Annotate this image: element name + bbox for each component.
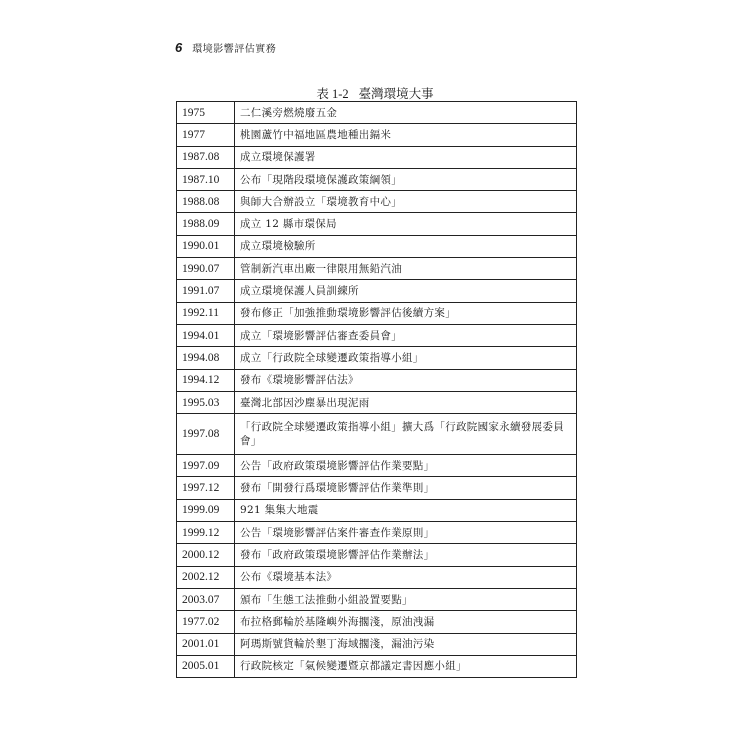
event-description: 阿瑪斯號貨輪於墾丁海域擱淺，漏油污染 <box>235 633 577 655</box>
event-date: 1990.07 <box>177 258 235 280</box>
event-description: 管制新汽車出廠一律限用無鉛汽油 <box>235 258 577 280</box>
event-description: 公告「政府政策環境影響評估作業要點」 <box>235 455 577 477</box>
event-description: 成立環境保護署 <box>235 146 577 168</box>
table-row <box>177 633 577 655</box>
table-row <box>177 258 577 280</box>
table-row <box>177 213 577 235</box>
table-row <box>177 280 577 302</box>
table-row <box>177 391 577 413</box>
event-description: 成立環境保護人員訓練所 <box>235 280 577 302</box>
event-date: 2000.12 <box>177 544 235 566</box>
event-description: 臺灣北部因沙塵暴出現泥雨 <box>235 391 577 413</box>
event-description: 公布《環境基本法》 <box>235 566 577 588</box>
event-description: 成立「行政院全球變遷政策指導小組」 <box>235 347 577 369</box>
table-label: 表 1-2 <box>316 87 349 101</box>
event-date: 1994.08 <box>177 347 235 369</box>
page-number: 6 <box>175 40 183 55</box>
table-row <box>177 499 577 521</box>
event-date: 1987.10 <box>177 168 235 190</box>
event-date: 1988.09 <box>177 213 235 235</box>
event-date: 1997.08 <box>177 414 235 455</box>
event-date: 1990.01 <box>177 235 235 257</box>
table-row <box>177 477 577 499</box>
event-description: 發布修正「加強推動環境影響評估後續方案」 <box>235 302 577 324</box>
event-date: 1977 <box>177 124 235 146</box>
table-row <box>177 324 577 346</box>
event-date: 1994.12 <box>177 369 235 391</box>
table-row <box>177 302 577 324</box>
event-description: 布拉格郵輪於基隆嶼外海擱淺，原油洩漏 <box>235 611 577 633</box>
event-description: 發布「開發行爲環境影響評估作業準則」 <box>235 477 577 499</box>
table-row <box>177 347 577 369</box>
event-date: 1999.09 <box>177 499 235 521</box>
events-table-body <box>177 102 577 678</box>
book-title: 環境影響評估實務 <box>192 44 277 55</box>
event-description: 公布「現階段環境保護政策綱領」 <box>235 168 577 190</box>
table-row <box>177 455 577 477</box>
table-row <box>177 588 577 610</box>
event-date: 1992.11 <box>177 302 235 324</box>
event-date: 1999.12 <box>177 522 235 544</box>
event-date: 1987.08 <box>177 146 235 168</box>
table-row <box>177 191 577 213</box>
event-description: 與師大合辦設立「環境教育中心」 <box>235 191 577 213</box>
table-title: 臺灣環境大事 <box>358 86 434 101</box>
event-date: 2003.07 <box>177 588 235 610</box>
event-date: 1975 <box>177 102 235 124</box>
event-description: 頒布「生態工法推動小組設置要點」 <box>235 588 577 610</box>
running-header <box>175 40 276 55</box>
event-date: 2001.01 <box>177 633 235 655</box>
table-row <box>177 611 577 633</box>
event-date: 1994.01 <box>177 324 235 346</box>
table-row <box>177 102 577 124</box>
table-row <box>177 414 577 455</box>
table-row <box>177 369 577 391</box>
table-row <box>177 655 577 677</box>
event-date: 1997.12 <box>177 477 235 499</box>
table-row <box>177 124 577 146</box>
event-description: 二仁溪旁燃燒廢五金 <box>235 102 577 124</box>
table-row <box>177 566 577 588</box>
event-date: 1995.03 <box>177 391 235 413</box>
event-date: 1991.07 <box>177 280 235 302</box>
table-row <box>177 168 577 190</box>
event-date: 2002.12 <box>177 566 235 588</box>
event-date: 1997.09 <box>177 455 235 477</box>
event-description: 成立 12 縣市環保局 <box>235 213 577 235</box>
event-description: 發布「政府政策環境影響評估作業辦法」 <box>235 544 577 566</box>
event-date: 1977.02 <box>177 611 235 633</box>
event-description: 公告「環境影響評估案件審查作業原則」 <box>235 522 577 544</box>
event-description: 「行政院全球變遷政策指導小組」擴大爲「行政院國家永續發展委員會」 <box>235 414 577 455</box>
event-description: 成立「環境影響評估審查委員會」 <box>235 324 577 346</box>
table-caption <box>0 84 750 102</box>
table-row <box>177 235 577 257</box>
events-table <box>176 101 577 678</box>
event-date: 2005.01 <box>177 655 235 677</box>
event-description: 發布《環境影響評估法》 <box>235 369 577 391</box>
event-description: 成立環境檢驗所 <box>235 235 577 257</box>
table-row <box>177 522 577 544</box>
event-description: 行政院核定「氣候變遷暨京都議定書因應小組」 <box>235 655 577 677</box>
event-description: 921 集集大地震 <box>235 499 577 521</box>
event-description: 桃園蘆竹中福地區農地種出鎘米 <box>235 124 577 146</box>
event-date: 1988.08 <box>177 191 235 213</box>
table-row <box>177 146 577 168</box>
table-row <box>177 544 577 566</box>
